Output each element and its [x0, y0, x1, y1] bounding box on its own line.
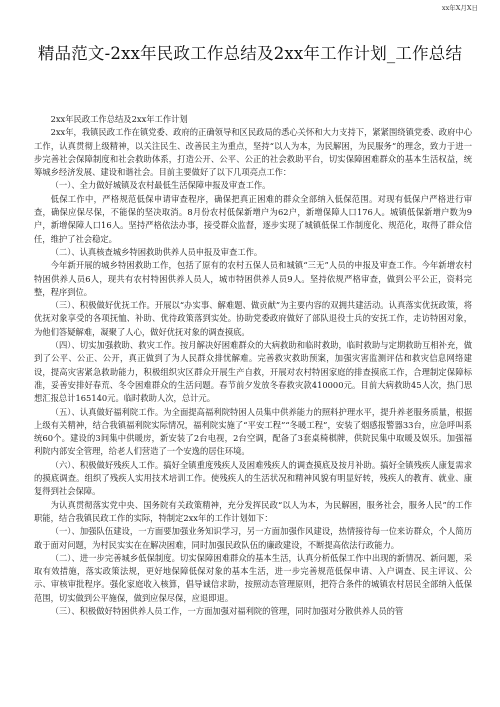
document-subtitle: 2xx年民政工作总结及2xx年工作计划 — [50, 114, 188, 124]
paragraph: 低保工作中，严格规范低保申请审查程序，确保把真正困难的群众全部纳入低保范围。对现有低保户严格进行审查，确保应保尽保，不能保的坚决取消。8月份农村低保新增户为62户，新增保障人口176人。城镇低保新增户数为9户，新增保障人口16人。坚持严格依法办事，接受群众监督，逐步实现了城镇低保工作制度化、规范化，取得了群众信任，维护了社会稳定。 — [34, 193, 472, 244]
paragraph: （二）、进一步完善城乡低保制度。切实保障困难群众的基本生活，认真分析低保工作中出现的新情况、新问题，采取有效措施，落实政策法规，更好地保障低保对象的基本生活，进一步完善规范低保申请、入户调查、民主评议、公示、审核审批程序。强化家庭收入核算，倡导诚信求助，按照动态管理原则，把符合条件的城镇农村居民全部纳入低保范围，切实做到公平施保，做到应保尽保，应退即退。 — [34, 552, 472, 603]
paragraph: 为认真贯彻落实党中央、国务院有关政策精神，充分发挥民政“以人为本，为民解困，服务社会，服务人民”的工作职能，结合我镇民政工作的实际，特制定2xx年的工作计划如下： — [34, 499, 472, 523]
paragraph: （四）、切实加强救助、救灾工作。按月解决好困难群众的大病救助和临时救助，临时救助与定期救助互相补充，做到了公平、公正、公开，真正做到了为人民群众排忧解难。完善救灾救助预案，加强灾害监测评估和救灾信息网络建设，提高灾害紧急救助能力，积极组织灾区群众开展生产自救，开展对农村特困家庭的排查摸底工作，合理制定保障标准，妥善安排好春荒、冬令困难群众的生活问题。春节前夕发放冬春救灾款410000元。目前大病救助45人次，热门思想汇报总计165140元。临时救助人次，总计元。 — [34, 340, 472, 404]
paragraph: （一）、加强队伍建设，一方面要加强业务知识学习，另一方面加强作风建设，热情接待每一位来访群众，个人简历敢于面对问题，为村民实实在在解决困难，同时加强民政队伍的廉政建设，不断提高依法行政能力。 — [34, 526, 472, 550]
paragraph: （三）、积极做好优抚工作。开展以“办实事、解难题、做贡献”为主要内容的双拥共建活动。认真落实优抚政策，将优抚对象享受的各项抚恤、补助、优待政策落到实处。协助党委政府做好了部队退役士兵的安抚工作，走访特困对象，为他们答疑解难，凝聚了人心，做好优抚对象的调查摸底。 — [34, 300, 472, 337]
header-date: xx年X月X日 — [441, 4, 478, 12]
paragraph: 2xx年，我镇民政工作在镇党委、政府的正确领导和区民政局的悉心关怀和大力支持下，紧紧围绕镇党委、政府中心工作，认真贯彻上级精神，以关注民生、改善民主为重点，坚持“以人为本，为民解困，为民服务”的理念，致力于进一步完善社会保障制度和社会救助体系，打造公开、公平、公正的社会救助平台，切实保障困难群众的基本生活权益，统筹城乡经济发展、建设和谐社会。目前主要做好了以下几项亮点工作： — [34, 127, 472, 178]
paragraph: （三）、积极做好特困供养人员工作，一方面加强对福利院的管理，同时加强对分散供养人员的管 — [50, 605, 404, 616]
paragraph: （一）、全力做好城镇及农村最低生活保障申报及审查工作。 — [50, 180, 271, 191]
document-title: 精品范文-2xx年民政工作总结及2xx年工作计划_工作总结 — [37, 44, 463, 63]
paragraph: （二）、认真核查城乡特困救助供养人员申报及审查工作。 — [50, 246, 263, 257]
paragraph: （六）、积极做好残疾人工作。搞好全镇重度残疾人及困难残疾人的调查摸底及按月补助。搞好全镇残疾人康复需求的摸底调查。组织了残疾人实用技术培训工作。使残疾人的生活状况和精神风貌有明显好转，残疾人的教育、就业、康复得到社会保障。 — [34, 459, 472, 497]
paragraph: 今年新开展的城乡特困救助工作，包括了原有的农村五保人员和城镇“三无”人员的申报及审查工作。今年新增农村特困供养人员6人，现共有农村特困供养人员人，城市特困供养人员9人。坚持依规严格审查，做到公平公正，资料完整，程序到位。 — [34, 260, 472, 297]
document-body — [34, 113, 472, 618]
paragraph: （五）、认真做好福利院工作。为全面提高福利院特困人员集中供养能力的照料护理水平，提升养老服务质量，根据上级有关精神，结合我镇福利院实际情况，福利院实施了“平安工程”“冬暖工程”，安装了烟感报警器33台，应急呼叫系统60个。建设的3间集中供暖房，新安装了2台电视，2台空调，配备了3套桌椅棋牌，供院民集中取暖及娱乐。加强福利院内部安全管理，给老人们营造了一个安逸的居住环境。 — [34, 406, 472, 457]
